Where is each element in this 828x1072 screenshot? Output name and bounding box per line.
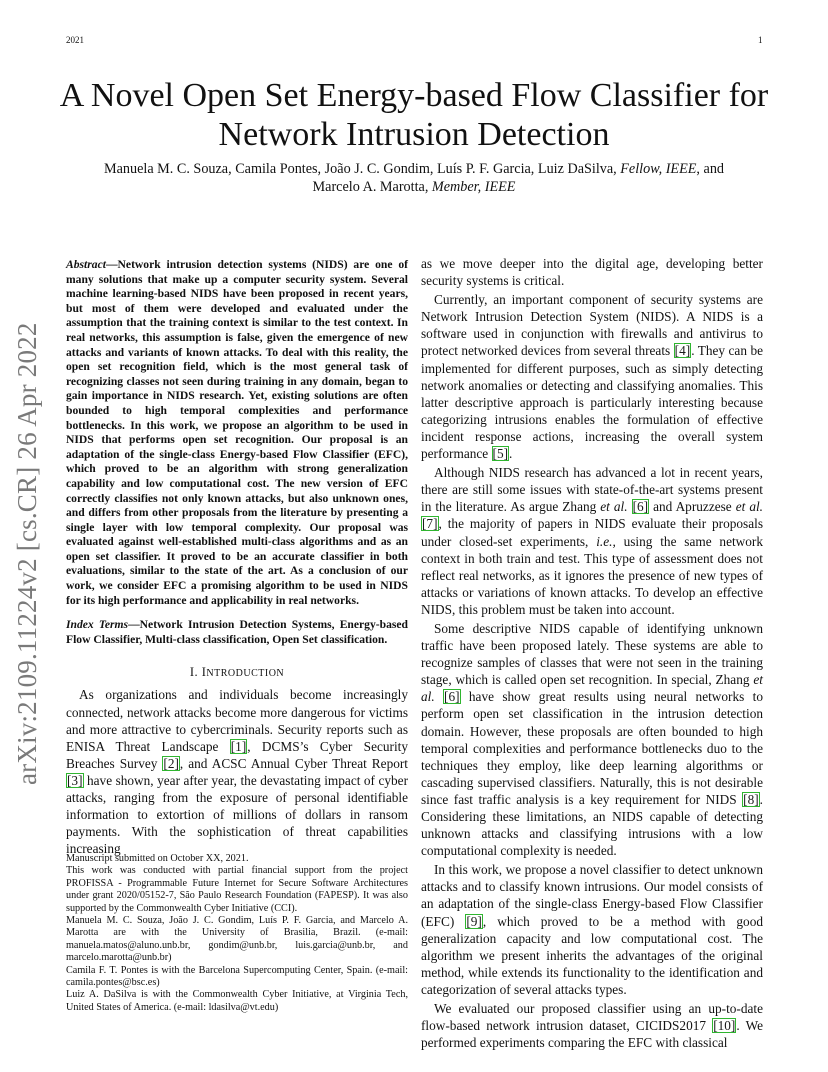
citation-link[interactable]: [9] (466, 913, 482, 929)
paragraph-proposal (421, 861, 763, 998)
citation-link[interactable]: [7] (422, 516, 438, 532)
section-heading-main: I. I (189, 665, 207, 680)
footnote: Manuela M. C. Souza, João J. C. Gondim, Luís P. F. Garcia, and Marcelo A. Marotta are with the University of Brasilia, Brazil. (e-mail: manuela.matos@aluno.unb.br, gondim@unb.br, luis.garcia@unb.br, and marcelo.marotta@unb.br) (66, 915, 408, 964)
running-header-year: 2021 (66, 35, 84, 45)
footnotes (66, 853, 408, 1014)
text-run: . Considering these limitations, an NIDS capable of detecting unknown attacks and classifying intrusions with a low computational complexity is needed. (421, 791, 763, 859)
authors-names-1: Manuela M. C. Souza, Camila Pontes, João J. C. Gondim, Luís P. F. Garcia, Luiz DaSilva, (103, 161, 621, 177)
author-list (60, 160, 768, 196)
text-italic: i.e., (596, 533, 616, 549)
abstract-text: —Network intrusion detection systems (NIDS) are one of many solutions that make up a computer security system. Several machine learning-based NIDS have been proposed in recent years, but most of them were developed and evaluated under the assumption that the training context is similar to the test context. In real networks, this assumption is false, given the emergence of new attacks and variants of known attacks. To deal with this reality, the open set recognition field, which is the most general task of recognizing classes not seen during training in any domain, began to gain importance in NIDS research. Yet, existing solutions are often bounded to high temporal complexities and performance bottlenecks. In this work, we propose an algorithm to be used in NIDS that performs open set recognition. Our proposal is an adaptation of the single-class Energy-based Flow Classifier (EFC), which proved to be an algorithm with strong generalization capability and low computational cost. The new version of EFC correctly classifies not only known attacks, but also unknown ones, and differs from other proposals from the literature by presenting a single layer with low temporal complexity. Our proposal was evaluated against well-established multi-class algorithms and as an open set classifier. It proved to be an accurate classifier in both evaluations, similar to the state of the art. As a conclusion of our work, we consider EFC a promising algorithm to be used in NIDS for its high performance and applicability in real networks. (66, 258, 408, 607)
footnote: Camila F. T. Pontes is with the Barcelona Supercomputing Center, Spain. (e-mail: camila.pontes@bsc.es) (66, 964, 408, 989)
authors-line-1 (60, 160, 768, 178)
citation-link[interactable]: [6] (632, 499, 649, 515)
page-number: 1 (758, 35, 763, 45)
paragraph-evaluation (421, 1000, 763, 1051)
left-column (66, 258, 408, 857)
title-line-1: A Novel Open Set Energy-based Flow Classifier for (59, 77, 769, 114)
footnote: Manuscript submitted on October XX, 2021. (66, 853, 249, 864)
text-run: using the same network context in both train and test. This type of assessment does not reflect real networks, as it ignores the presence of new types of attacks or variations of known attacks. To develop an effective NIDS, this problem must be taken into account. (421, 533, 763, 617)
footnote: This work was conducted with partial financial support from the project PROFISSA - Programmable Future Internet for Secure Software Architectures under grant 2020/05152-7, São Paulo Research Foundation (FAPESP). It was also supported by the Commonwealth Cyber Initiative (CCI). (66, 865, 408, 914)
text-run: , and ACSC Annual Cyber Threat Report (179, 755, 408, 771)
footnote: Luiz A. DaSilva is with the Commonwealth Cyber Initiative, at Virginia Tech, United States of America. (e-mail: ldasilva@vt.edu) (66, 989, 408, 1013)
text-run: , DCMS’s Cyber Security Breaches Survey (66, 738, 408, 771)
index-terms-text: —Network Intrusion Detection Systems, Energy-based Flow Classifier, Multi-class classification, Open Set classification. (66, 618, 408, 646)
text-run: We evaluated our proposed classifier using an up-to-date flow-based network intrusion dataset, CICIDS2017 (421, 1001, 763, 1034)
citation-link[interactable]: [6] (444, 689, 460, 705)
text-run: , which proved to be a method with good generalization capacity and low computational cost. The algorithm we present inherits the advantages of the original method, while extends its functionality to the identification and categorization of several attacks types. (421, 913, 763, 997)
citation-link[interactable]: [4] (674, 343, 691, 359)
paper-title (40, 76, 788, 154)
authors-and: , and (696, 161, 725, 177)
text-italic: et al. (421, 672, 763, 705)
citation-link[interactable]: [2] (163, 755, 179, 771)
text-run: have shown, year after year, the devastating impact of cyber attacks, ranging from the exposure of personal identifiable information to extortion of millions of dollars in ransom payments. With the sophistication of threat capabilities increasing (66, 772, 408, 857)
paragraph-nids (421, 291, 763, 462)
paragraph-issues (421, 464, 763, 618)
citation-link[interactable]: [10] (713, 1018, 736, 1034)
citation-link[interactable]: [3] (67, 772, 83, 788)
section-heading-introduction (66, 665, 408, 680)
arxiv-side-stamp: arXiv:2109.11224v2 [cs.CR] 26 Apr 2022 (12, 322, 42, 785)
intro-paragraph-1 (66, 686, 408, 857)
citation-link[interactable]: [5] (492, 446, 509, 462)
citation-link[interactable]: [8] (743, 791, 759, 807)
index-terms-label: Index Terms (66, 618, 129, 632)
text-run: . (509, 446, 513, 462)
text-run: As organizations and individuals become increasingly connected, network attacks become more dangerous for victims and more attractive to cybercriminals. Security reports such as ENISA Threat Landscape (66, 687, 408, 754)
text-run: have show great results using neural networks to perform open set classification in the intrusion detection domain. However, these proposals are often bounded to high temporal complexities and performance bottlenecks duo to the techniques they employ, like deep learning algorithms or cascading supervised classifiers. Naturally, this is not desirable since fast traffic analysis is a key requirement for NIDS (421, 689, 763, 807)
text-italic: et al. (600, 499, 628, 515)
text-run: , the majority of papers in NIDS evaluate their proposals under closed-set experiments, (421, 516, 763, 549)
index-terms (66, 618, 408, 647)
text-run: . We performed experiments comparing the EFC with classical (421, 1018, 763, 1051)
text-run: Currently, an important component of security systems are Network Intrusion Detection System (NIDS). A NIDS is a software used in conjunction with firewalls and antivirus to protect networked devices from several threats (421, 292, 763, 359)
section-heading-smallcaps: NTRODUCTION (206, 668, 285, 680)
abstract-label: Abstract (66, 258, 106, 271)
text-run: . They can be implemented for different purposes, such as simply detecting network anomalies or detecting and classifying anomalies. This latter descriptive approach is particularly interesting because categorizing intrusions enables the formulation of effective incident response actions, increasing the overall system performance (421, 343, 763, 462)
citation-link[interactable]: [1] (230, 738, 247, 754)
text-run: Some descriptive NIDS capable of identifying unknown traffic have been proposed lately. These systems are able to recognize samples of classes that were not seen in the training stage, which is called open set recognition. In special, Zhang (421, 620, 763, 688)
right-column (421, 255, 763, 1053)
authors-names-2: Marcelo A. Marotta, (312, 179, 432, 195)
title-line-2: Network Intrusion Detection (218, 116, 610, 153)
authors-line-2 (60, 178, 768, 196)
text-run: and Apruzzese (649, 499, 736, 515)
authors-title-2: Member, IEEE (431, 179, 516, 195)
authors-title-1: Fellow, IEEE (620, 161, 697, 177)
text-run: In this work, we propose a novel classifier to detect unknown attacks and to classify known intrusions. Our model consists of an adaptation of the single-class Energy-based Flow Classifier (EFC) (421, 862, 763, 929)
paragraph-continuation: as we move deeper into the digital age, developing better security systems is critical. (421, 256, 763, 289)
text-run: Although NIDS research has advanced a lot in recent years, there are still some issues with state-of-the-art systems present in the literature. As argue Zhang (421, 465, 763, 515)
abstract (66, 258, 408, 608)
text-italic: et al. (735, 499, 763, 515)
paragraph-open-set (421, 620, 763, 859)
